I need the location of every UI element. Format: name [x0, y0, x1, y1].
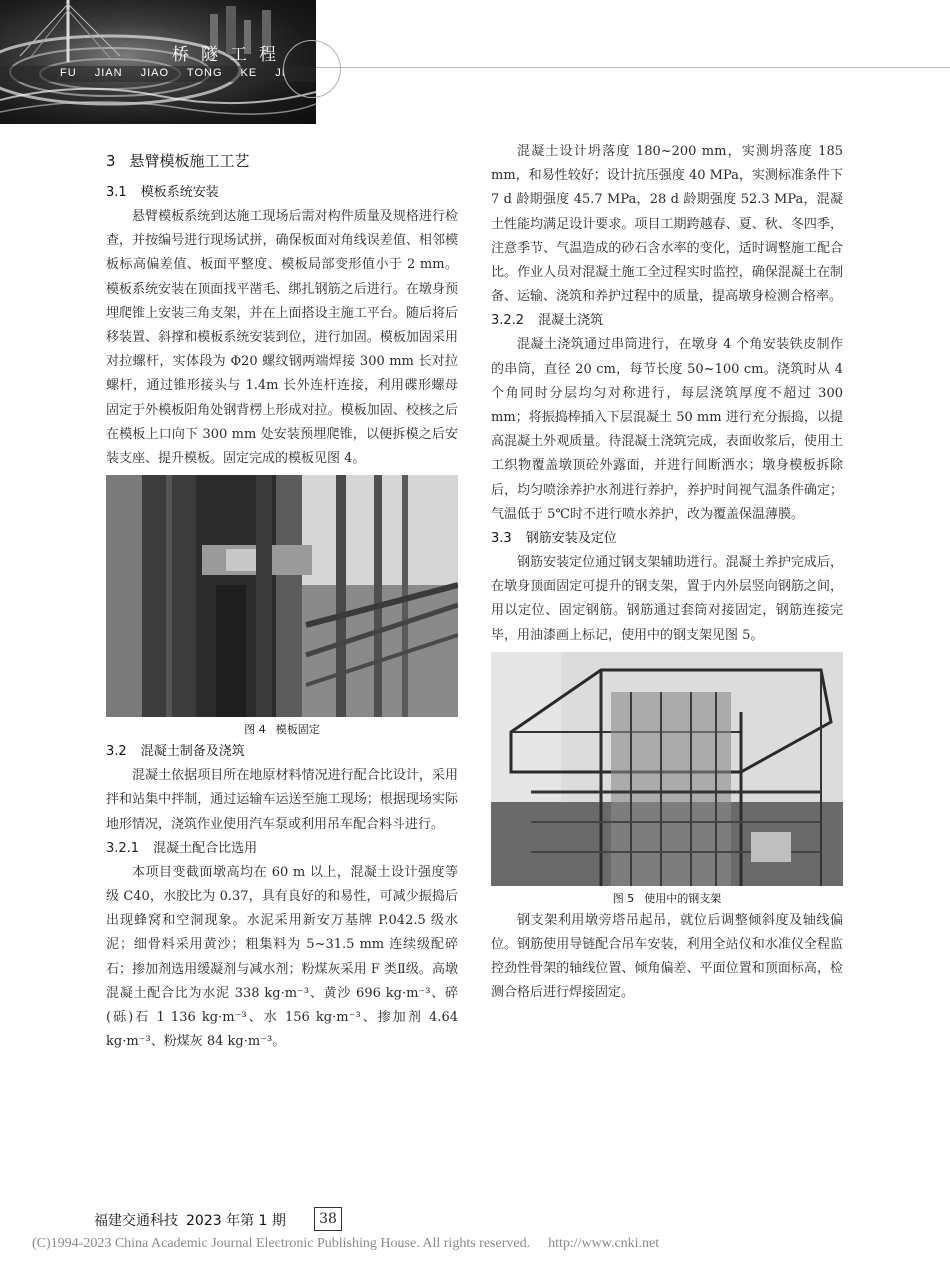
subsection-3-2-heading: [106, 740, 458, 764]
subsection-title: 混凝土制备及浇筑: [140, 744, 245, 760]
paragraph-3-2: 混凝土依据项目所在地原材料情况进行配合比设计，采用拌和站集中拌制，通过运输车运送至施工现场；根据现场实际地形情况，浇筑作业使用汽车泵或利用吊车配合料斗进行。: [106, 768, 458, 832]
figure-4-caption: [106, 720, 458, 740]
figure-4: [106, 475, 458, 740]
header-rule: [316, 67, 950, 68]
header-circle-ornament: [283, 40, 341, 98]
page-number: 38: [314, 1207, 342, 1231]
journal-pinyin: FU JIAN JIAO TONG KE JI: [60, 67, 286, 79]
footer-journal-info: [94, 1210, 286, 1230]
subsection-number: 3.2.2: [491, 313, 525, 329]
paragraph-3-3: 钢筋安装定位通过钢支架辅助进行。混凝土养护完成后，在墩身顶面固定可提升的钢支架，置于内外层竖向钢筋之间，用以定位、固定钢筋。钢筋通过套筒对接固定，钢筋连接完毕，用油漆画上标记，使用中的钢支架见图 5。: [491, 555, 843, 643]
journal-name: 福建交通科技: [94, 1213, 178, 1229]
subsection-3-3-heading: [491, 527, 843, 551]
paragraph-3-1: 悬臂模板系统到达施工现场后需对构件质量及规格进行检查，并按编号进行现场试拼，确保板面对角线误差值、相邻模板标高偏差值、板面平整度、模板局部变形值小于 2 mm。模板系统安装在顶面找平凿毛、绑扎钢筋之后进行。在墩身预埋爬锥上安装三角支架，并在上面搭设主施工平台。随后将后移装置、斜撑和模板系统安装到位，进行加固。模板加固采用对拉螺杆，实体段为 Φ20 螺纹钢两端焊接 300 mm 长对拉螺杆，通过锥形接头与 1.4m 长外连杆连接，利用碟形螺母固定于外模板阳角处钢背楞上形成对拉。模板加固、校核之后在模板上口向下 300 mm 处安装预埋爬锥，以便拆模之后安装支座、提升模板。固定完成的模板见图 4。: [106, 209, 458, 467]
journal-issue: 2023 年第 1 期: [186, 1213, 286, 1229]
subsection-number: 3.3: [491, 531, 512, 547]
section-number: 3: [106, 152, 116, 170]
subsection-number: 3.2.1: [106, 840, 140, 856]
subsection-title: 混凝土配合比选用: [153, 840, 258, 856]
subsection-title: 混凝土浇筑: [538, 313, 604, 329]
figure-number: 图 4: [244, 723, 266, 737]
paragraph-3-2-2: 混凝土浇筑通过串筒进行，在墩身 4 个角安装铁皮制作的串筒，直径 20 cm，每节长度 50~100 cm。浇筑时从 4 个角同时分层均匀对称进行，每层浇筑厚度不超过 300 mm；将振捣棒插入下层混凝土 50 mm 进行充分振捣，以提高混凝土外观质量。待混凝土浇筑完成，表面收浆后，使用土工织物覆盖墩顶砼外露面，并进行间断洒水；墩身模板拆除后，均匀喷涂养护水剂进行养护，养护时间视气温条件确定；气温低于 5℃时不进行喷水养护，改为覆盖保温薄膜。: [491, 337, 843, 522]
figure-5-caption: [491, 889, 843, 909]
figure-number: 图 5: [612, 891, 635, 905]
figure-5: [491, 652, 843, 909]
left-column: [106, 140, 458, 1054]
subsection-number: 3.1: [106, 185, 127, 200]
paragraph-3-2-1: 本项目变截面墩高均在 60 m 以上，混凝土设计强度等级 C40，水胶比为 0.37，具有良好的和易性，可减少振捣后出现蜂窝和空洞现象。水泥采用新安万基牌 P.042.5 级水泥；细骨料采用黄沙；粗集料为 5~31.5 mm 连续级配碎石；掺加剂选用缓凝剂与减水剂；粉煤灰采用 F 类Ⅱ级。高墩混凝土配合比为水泥 338 kg·m⁻³、黄沙 696 kg·m⁻³、碎(砾)石 1 136 kg·m⁻³、水 156 kg·m⁻³、掺加剂 4.64 kg·m⁻³、粉煤灰 84 kg·m⁻³。: [106, 864, 458, 1050]
copyright-url: http://www.cnki.net: [548, 1236, 660, 1251]
figure-4-photo: [106, 475, 458, 717]
figure-caption-text: 使用中的钢支架: [644, 891, 722, 905]
subsection-title: 模板系统安装: [140, 185, 219, 200]
figure-caption-text: 模板固定: [275, 723, 320, 737]
subsection-3-1-heading: [106, 181, 458, 205]
section-3-heading: [106, 150, 458, 171]
section-title: 桥隧工程: [172, 45, 288, 65]
subsection-title: 钢筋安装及定位: [525, 531, 617, 547]
figure-5-photo: [491, 652, 843, 886]
subsection-3-2-1-heading: [106, 837, 458, 861]
right-column: [491, 140, 843, 1006]
copyright-watermark: [32, 1236, 932, 1252]
paragraph-3-3-continued: 钢支架利用墩旁塔吊起吊，就位后调整倾斜度及轴线偏位。钢筋使用导链配合吊车安装，利用全站仪和水准仪全程监控劲性骨架的轴线位置、倾角偏差、平面位置和顶面标高，检测合格后进行焊接固定。: [491, 912, 843, 1001]
copyright-text: (C)1994-2023 China Academic Journal Electronic Publishing House. All rights reserved.: [32, 1236, 531, 1251]
paragraph-continued: 混凝土设计坍落度 180~200 mm，实测坍落度 185 mm，和易性较好；设计抗压强度 40 MPa，实测标准条件下 7 d 龄期强度 45.7 MPa，28 d 龄期强度 52.3 MPa，混凝土性能均满足设计要求。项目工期跨越春、夏、秋、冬四季，注意季节、气温造成的砂石含水率的变化，适时调整施工配合比。作业人员对混凝土施工全过程实时监控，确保混凝土在制备、运输、浇筑和养护过程中的质量，提高墩身检测合格率。: [491, 144, 843, 305]
subsection-3-2-2-heading: [491, 309, 843, 333]
section-title-text: 悬臂模板施工工艺: [129, 152, 250, 170]
subsection-number: 3.2: [106, 744, 127, 760]
